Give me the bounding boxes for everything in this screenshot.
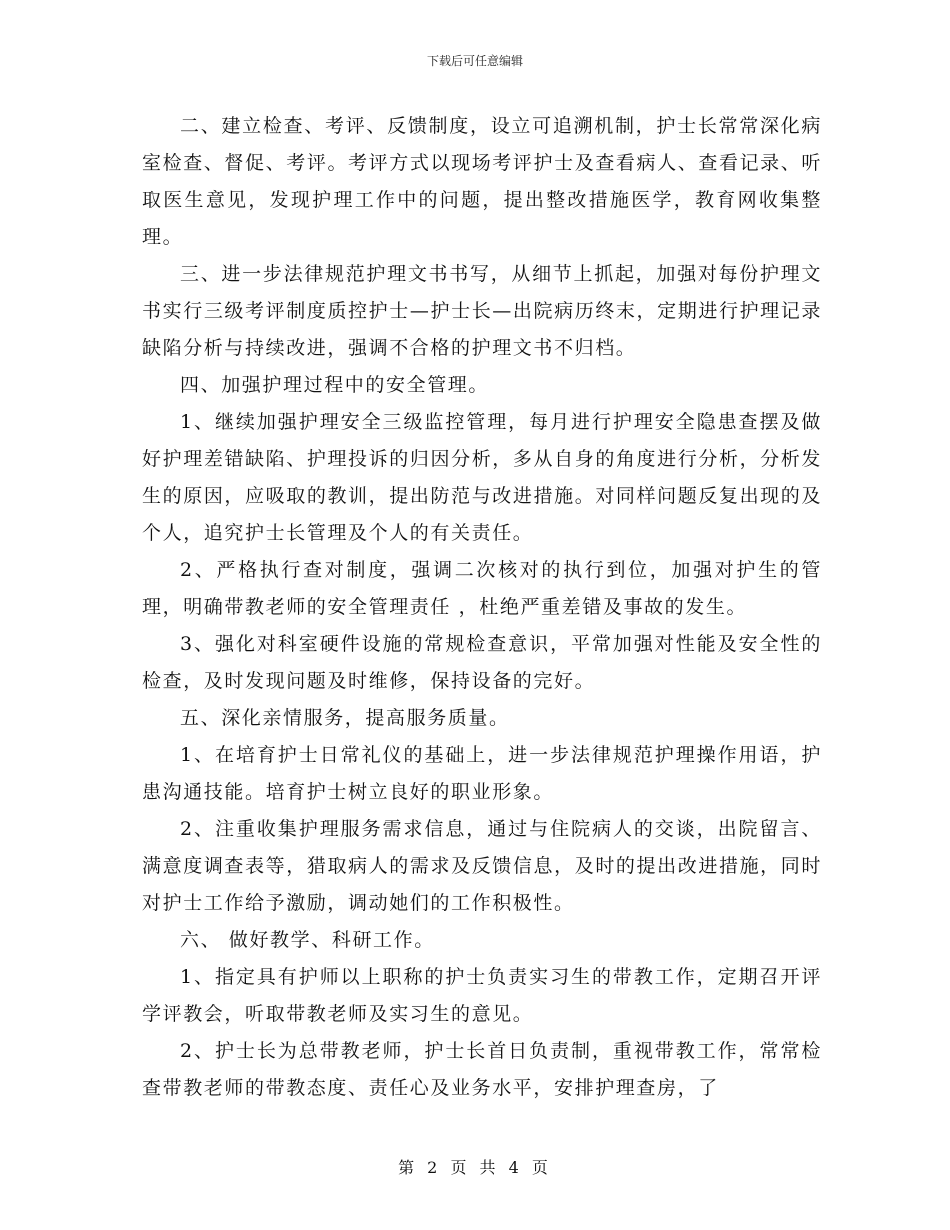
heading-section-5: 五、深化亲情服务，提高服务质量。 <box>180 707 510 729</box>
paragraph-section-3: 三、进一步法律规范护理文书书写，从细节上抓起，加强对每份护理文书实行三级考评制度质控护士—护士长—出院病历终末，定期进行护理记录缺陷分析与持续改进，强调不合格的护理文书不归档。 <box>142 263 822 359</box>
page-header: 下载后可任意编辑 <box>426 54 523 68</box>
paragraph-section-2: 二、建立检查、考评、反馈制度，设立可追溯机制，护士长常常深化病室检查、督促、考评。考评方式以现场考评护士及查看病人、查看记录、听取医生意见，发现护理工作中的问题，提出整改措施医学，教育网收集整理。 <box>142 115 822 248</box>
paragraph-6-1: 1、指定具有护师以上职称的护士负责实习生的带教工作，定期召开评学评教会，听取带教老师及实习生的意见。 <box>142 966 822 1025</box>
paragraph-4-3: 3、强化对科室硬件设施的常规检查意识，平常加强对性能及安全性的检查，及时发现问题及时维修，保持设备的完好。 <box>142 633 822 692</box>
document-body <box>142 108 822 1107</box>
paragraph-4-1: 1、继续加强护理安全三级监控管理，每月进行护理安全隐患查摆及做好护理差错缺陷、护理投诉的归因分析，多从自身的角度进行分析，分析发生的原因，应吸取的教训，提出防范与改进措施。对同样问题反复出现的及个人，追究护士长管理及个人的有关责任。 <box>142 411 822 544</box>
paragraph-6-2: 2、护士长为总带教老师，护士长首日负责制，重视带教工作，常常检查带教老师的带教态度、责任心及业务水平，安排护理查房，了 <box>142 1040 822 1099</box>
paragraph-5-2: 2、注重收集护理服务需求信息，通过与住院病人的交谈，出院留言、满意度调查表等，猎取病人的需求及反馈信息，及时的提出改进措施，同时对护士工作给予激励，调动她们的工作积极性。 <box>142 818 822 914</box>
heading-section-6: 六、 做好教学、科研工作。 <box>180 929 435 951</box>
paragraph-5-1: 1、在培育护士日常礼仪的基础上，进一步法律规范护理操作用语，护患沟通技能。培育护士树立良好的职业形象。 <box>142 744 822 803</box>
page-number-footer: 第 2 页 共 4 页 <box>398 1158 552 1177</box>
heading-section-4: 四、加强护理过程中的安全管理。 <box>180 374 490 396</box>
paragraph-4-2: 2、严格执行查对制度，强调二次核对的执行到位，加强对护生的管理，明确带教老师的安全管理责任 ，杜绝严重差错及事故的发生。 <box>142 559 822 618</box>
